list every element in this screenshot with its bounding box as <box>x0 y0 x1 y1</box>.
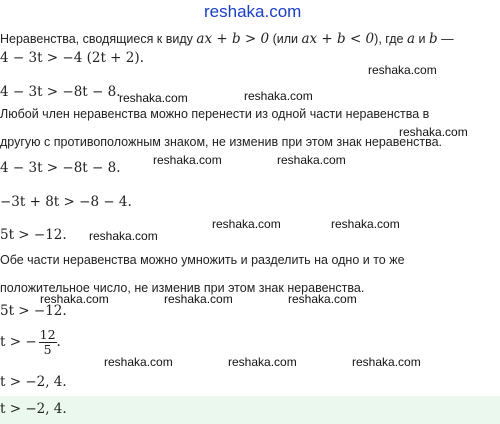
intro-expr-b: ax + b < 0 <box>301 31 375 47</box>
watermark: reshaka.com <box>212 217 281 231</box>
step-4: −3t + 8t > −8 − 4. <box>0 194 132 210</box>
watermark: reshaka.com <box>352 355 421 369</box>
step-5: 5t > −12. <box>0 227 67 243</box>
watermark: reshaka.com <box>153 153 222 167</box>
watermark: reshaka.com <box>40 292 109 306</box>
watermark: reshaka.com <box>331 217 400 231</box>
step-8: t > −2, 4. <box>0 374 67 390</box>
step-3: 4 − 3t > −8t − 8. <box>0 160 121 176</box>
step-7-suffix: . <box>56 334 61 350</box>
step-7-prefix: t > − <box>0 334 37 350</box>
intro-text-c: ), где <box>374 32 407 46</box>
intro-var-b: b <box>428 31 438 47</box>
rule-1-line-2: другую с противоположным знаком, не изменив при этом знак неравенства. <box>0 135 442 149</box>
intro-var-a: a <box>406 31 416 47</box>
step-2: 4 − 3t > −8t − 8. <box>0 84 121 100</box>
intro-text-e: — <box>437 32 454 46</box>
step-7 <box>0 328 61 357</box>
watermark: reshaka.com <box>277 153 346 167</box>
fraction-denominator: 5 <box>43 342 52 357</box>
watermark: reshaka.com <box>164 292 233 306</box>
watermark: reshaka.com <box>119 91 188 105</box>
intro-expr-a: ax + b > 0 <box>196 31 270 47</box>
answer-highlight <box>0 396 500 424</box>
watermark: reshaka.com <box>228 355 297 369</box>
watermark: reshaka.com <box>104 355 173 369</box>
answer: t > −2, 4. <box>0 401 67 417</box>
watermark: reshaka.com <box>288 292 357 306</box>
intro-text-d: и <box>415 32 429 46</box>
intro-text-b: (или <box>269 32 302 46</box>
watermark: reshaka.com <box>368 63 437 77</box>
watermark-top: reshaka.com <box>204 2 302 21</box>
fraction-numerator: 12 <box>39 327 56 342</box>
rule-1-line-1: Любой член неравенства можно перенести из одной части неравенства в <box>0 107 430 121</box>
watermark: reshaka.com <box>89 229 158 243</box>
rule-2-line-1: Обе части неравенства можно умножить и разделить на одно и то же <box>0 253 405 267</box>
step-6: 5t > −12. <box>0 303 67 319</box>
rule-2-line-2: положительное число, не изменив при этом знак неравенства. <box>0 281 365 295</box>
intro-text-a: Неравенства, сводящиеся к виду <box>0 32 197 46</box>
step-7-fraction <box>39 328 57 357</box>
watermark: reshaka.com <box>399 125 468 139</box>
intro-line <box>0 31 454 47</box>
watermark: reshaka.com <box>244 89 313 103</box>
step-1: 4 − 3t > −4 (2t + 2). <box>0 50 144 66</box>
